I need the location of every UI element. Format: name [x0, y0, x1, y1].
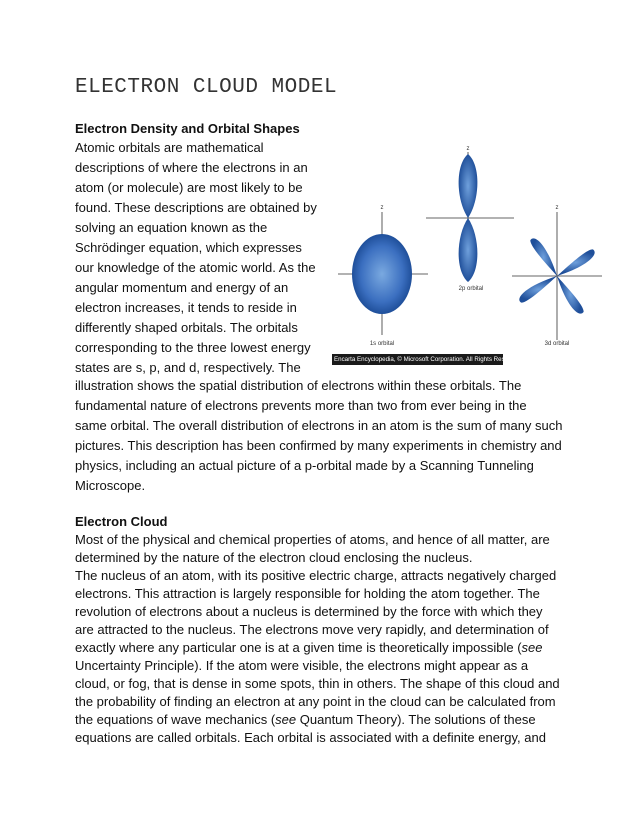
paragraph-line: determined by the nature of the electron cloud enclosing the nucleus.: [75, 550, 473, 565]
paragraph-line: exactly where any particular one is at a given time is theoretically impossible (see: [75, 640, 543, 655]
paragraph-line: Atomic orbitals are mathematical: [75, 140, 264, 155]
paragraph-line: the probability of finding an electron at any point in the cloud can be calculated from: [75, 694, 556, 709]
paragraph-line: atom (or molecule) are most likely to be: [75, 180, 303, 195]
image-credit: Encarta Encyclopedia, © Microsoft Corporation. All Rights Reserved.: [334, 356, 522, 363]
paragraph-line: corresponding to the three lowest energy: [75, 340, 311, 355]
paragraph-line: Most of the physical and chemical properties of atoms, and hence of all matter, are: [75, 532, 550, 547]
paragraph-line: pictures. This description has been confirmed by many experiments in chemistry and: [75, 438, 562, 453]
label-1s: 1s orbital: [369, 341, 395, 347]
paragraph-line: electrons. This attraction is largely responsible for holding the atom together. The: [75, 586, 540, 601]
paragraph-line: descriptions of where the electrons in an: [75, 160, 308, 175]
paragraph-line: differently shaped orbitals. The orbitals: [75, 320, 298, 335]
paragraph-line: our knowledge of the atomic world. As the: [75, 260, 316, 275]
paragraph-line: found. These descriptions are obtained by: [75, 200, 317, 215]
paragraph-line: angular momentum and energy of an: [75, 280, 289, 295]
section-heading-orbitals: Electron Density and Orbital Shapes: [75, 121, 300, 136]
paragraph-line: physics, including an actual picture of a p-orbital made by a Scanning Tunneling: [75, 458, 534, 473]
1s-orbital: [338, 205, 428, 347]
paragraph-line: Schrödinger equation, which expresses: [75, 240, 302, 255]
paragraph-line: Uncertainty Principle). If the atom were visible, the electrons might appear as a: [75, 658, 529, 673]
label-3d: 3d orbital: [544, 341, 570, 347]
paragraph-line: The nucleus of an atom, with its positive electric charge, attracts negatively charged: [75, 568, 557, 583]
paragraph-line: fundamental nature of electrons prevents more than two from ever being in the: [75, 398, 527, 413]
paragraph-line: Microscope.: [75, 478, 146, 493]
3d-orbital: [512, 205, 602, 347]
paragraph-line: same orbital. The overall distribution of electrons in an atom is the sum of many such: [75, 418, 563, 433]
paragraph-line: electron increases, it tends to reside in: [75, 300, 297, 315]
axis-label: z: [555, 205, 559, 211]
paragraph-line: equations are called orbitals. Each orbital is associated with a definite energy, and: [75, 730, 546, 745]
paragraph-line: are attracted to the nucleus. The electrons move very rapidly, and determination of: [75, 622, 549, 637]
orbital-illustration: [330, 140, 610, 365]
2p-orbital: [426, 146, 514, 292]
label-2p: 2p orbital: [458, 286, 484, 292]
axis-label: z: [380, 205, 384, 211]
paragraph-line: the equations of wave mechanics (see Quantum Theory). The solutions of these: [75, 712, 536, 727]
paragraph-line: states are s, p, and d, respectively. The: [75, 360, 301, 375]
section-heading-electron-cloud: Electron Cloud: [75, 514, 168, 529]
paragraph-line: solving an equation known as the: [75, 220, 268, 235]
paragraph-line: revolution of electrons about a nucleus is determined by the force with which they: [75, 604, 543, 619]
axis-label: z: [466, 146, 470, 152]
page-title: ELECTRON CLOUD MODEL: [75, 76, 338, 99]
paragraph-line: illustration shows the spatial distribution of electrons within these orbitals. The: [75, 378, 522, 393]
paragraph-line: cloud, or fog, that is dense in some spots, thin in others. The shape of this cloud and: [75, 676, 560, 691]
